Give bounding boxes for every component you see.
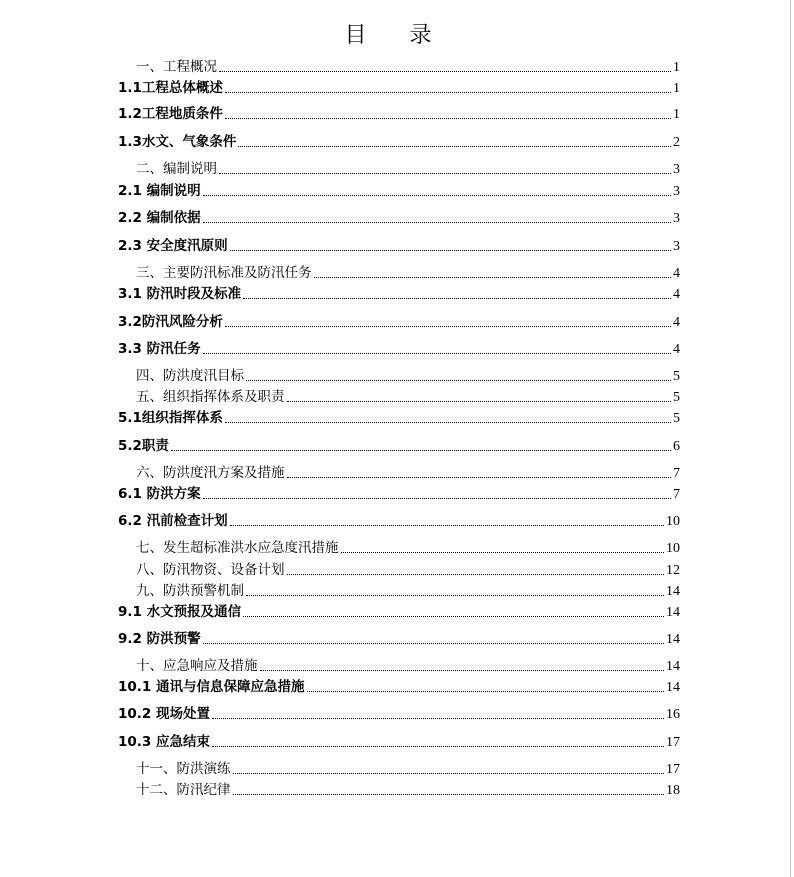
toc-entry-page: 3 — [673, 211, 680, 226]
toc-entry-label: 一、工程概况 — [136, 59, 217, 75]
toc-leader-dots — [233, 793, 665, 795]
toc-entry-label: 5.2职责 — [118, 438, 169, 454]
toc-leader-dots — [287, 573, 665, 575]
toc-leader-dots — [246, 594, 664, 596]
toc-entry-page: 10 — [666, 541, 680, 556]
toc-entry-page: 7 — [673, 487, 680, 502]
toc-entry[interactable] — [118, 313, 680, 331]
toc-entry[interactable] — [118, 630, 680, 648]
toc-entry-label: 3.1 防汛时段及标准 — [118, 286, 242, 302]
toc-entry-page: 7 — [673, 466, 680, 481]
toc-entry-page: 17 — [666, 762, 680, 777]
toc-leader-dots — [203, 497, 671, 499]
toc-entry-label: 1.2工程地质条件 — [118, 106, 223, 122]
toc-leader-dots — [219, 172, 671, 174]
toc-entry-page: 12 — [666, 563, 680, 578]
toc-entry-page: 5 — [673, 369, 680, 384]
toc-entry-label: 10.2 现场处置 — [118, 706, 211, 722]
toc-entry-page: 14 — [666, 632, 680, 647]
toc-leader-dots — [243, 297, 671, 299]
toc-leader-dots — [171, 449, 671, 451]
toc-entry[interactable] — [136, 561, 680, 579]
toc-leader-dots — [212, 717, 664, 719]
toc-leader-dots — [203, 642, 664, 644]
toc-entry[interactable] — [118, 182, 680, 200]
toc-leader-dots — [230, 524, 664, 526]
toc-entry-label: 10.3 应急结束 — [118, 734, 211, 750]
toc-entry-page: 6 — [673, 439, 680, 454]
toc-entry[interactable] — [118, 79, 680, 97]
toc-entry[interactable] — [136, 160, 680, 178]
toc-entry-page: 4 — [673, 287, 680, 302]
toc-entry-page: 3 — [673, 184, 680, 199]
toc-entry-label: 2.2 编制依据 — [118, 210, 201, 226]
toc-entry[interactable] — [118, 485, 680, 503]
toc-entry-label: 3.2防汛风险分析 — [118, 314, 223, 330]
toc-entry[interactable] — [136, 264, 680, 282]
toc-entry-page: 18 — [666, 783, 680, 798]
toc-leader-dots — [225, 325, 671, 327]
toc-leader-dots — [203, 194, 671, 196]
toc-leader-dots — [246, 379, 671, 381]
page-edge — [790, 0, 791, 877]
toc-entry-page: 3 — [673, 162, 680, 177]
toc-leader-dots — [212, 745, 664, 747]
toc-leader-dots — [203, 221, 671, 223]
toc-entry-page: 3 — [673, 239, 680, 254]
toc-entry-page: 4 — [673, 266, 680, 281]
toc-entry[interactable] — [118, 437, 680, 455]
toc-entry-page: 1 — [673, 81, 680, 96]
toc-entry[interactable] — [136, 367, 680, 385]
toc-entry[interactable] — [118, 133, 680, 151]
toc-entry[interactable] — [118, 705, 680, 723]
toc-entry-label: 九、防洪预警机制 — [136, 583, 244, 599]
toc-entry-page: 16 — [666, 707, 680, 722]
toc-entry-label: 十、应急响应及措施 — [136, 658, 258, 674]
toc-entry-label: 10.1 通讯与信息保障应急措施 — [118, 679, 305, 695]
toc-entry-page: 2 — [673, 135, 680, 150]
toc-leader-dots — [341, 551, 665, 553]
toc-entry-page: 14 — [666, 659, 680, 674]
toc-entry-page: 14 — [666, 584, 680, 599]
toc-entry-label: 十二、防汛纪律 — [136, 782, 231, 798]
toc-leader-dots — [203, 352, 671, 354]
toc-title: 目 录 — [344, 23, 450, 48]
toc-entry-page: 1 — [673, 60, 680, 75]
toc-entry[interactable] — [136, 657, 680, 675]
toc-entry[interactable] — [136, 388, 680, 406]
toc-entry[interactable] — [118, 105, 680, 123]
toc-leader-dots — [314, 276, 672, 278]
toc-entry-page: 14 — [666, 680, 680, 695]
toc-entry-page: 10 — [666, 514, 680, 529]
toc-entry-label: 9.1 水文预报及通信 — [118, 604, 242, 620]
toc-entry-label: 6.2 汛前检查计划 — [118, 513, 228, 529]
toc-leader-dots — [287, 400, 672, 402]
toc-entry-label: 9.2 防洪预警 — [118, 631, 201, 647]
toc-entry[interactable] — [118, 409, 680, 427]
toc-entry-label: 1.3水文、气象条件 — [118, 134, 237, 150]
toc-entry[interactable] — [118, 733, 680, 751]
toc-entry-page: 14 — [666, 605, 680, 620]
toc-entry-label: 五、组织指挥体系及职责 — [136, 389, 285, 405]
toc-leader-dots — [233, 772, 665, 774]
toc-leader-dots — [225, 117, 671, 119]
toc-entry-label: 2.1 编制说明 — [118, 183, 201, 199]
toc-entry[interactable] — [118, 209, 680, 227]
toc-entry[interactable] — [136, 781, 680, 799]
toc-entry[interactable] — [118, 237, 680, 255]
toc-entry[interactable] — [136, 58, 680, 76]
toc-entry[interactable] — [118, 678, 680, 696]
toc-entry[interactable] — [118, 603, 680, 621]
toc-leader-dots — [238, 145, 671, 147]
toc-entry-label: 七、发生超标准洪水应急度汛措施 — [136, 540, 339, 556]
toc-entry-label: 5.1组织指挥体系 — [118, 410, 223, 426]
toc-leader-dots — [287, 476, 672, 478]
toc-entry-label: 十一、防洪演练 — [136, 761, 231, 777]
toc-entry-label: 3.3 防汛任务 — [118, 341, 201, 357]
toc-entry[interactable] — [118, 512, 680, 530]
toc-entry-page: 4 — [673, 315, 680, 330]
toc-entry-page: 17 — [666, 735, 680, 750]
toc-entry-label: 1.1工程总体概述 — [118, 80, 223, 96]
toc-entry-label: 二、编制说明 — [136, 161, 217, 177]
toc-entry[interactable] — [136, 582, 680, 600]
toc-entry-page: 5 — [673, 411, 680, 426]
toc-leader-dots — [307, 690, 664, 692]
toc-entry-label: 6.1 防洪方案 — [118, 486, 201, 502]
toc-entry[interactable] — [136, 539, 680, 557]
toc-entry-label: 四、防洪度汛目标 — [136, 368, 244, 384]
toc-leader-dots — [219, 70, 671, 72]
toc-entry[interactable] — [118, 285, 680, 303]
toc-entry-page: 5 — [673, 390, 680, 405]
toc-entry-label: 三、主要防汛标准及防汛任务 — [136, 265, 312, 281]
toc-entry[interactable] — [136, 464, 680, 482]
toc-entry-label: 2.3 安全度汛原则 — [118, 238, 228, 254]
toc-leader-dots — [225, 91, 671, 93]
toc-leader-dots — [230, 249, 671, 251]
toc-entry-label: 八、防汛物资、设备计划 — [136, 562, 285, 578]
toc-entry-page: 1 — [673, 107, 680, 122]
toc-leader-dots — [243, 615, 664, 617]
toc-entry-page: 4 — [673, 342, 680, 357]
toc-leader-dots — [225, 421, 671, 423]
toc-entry[interactable] — [136, 760, 680, 778]
toc-leader-dots — [260, 669, 665, 671]
toc-entry[interactable] — [118, 340, 680, 358]
toc-entry-label: 六、防洪度汛方案及措施 — [136, 465, 285, 481]
